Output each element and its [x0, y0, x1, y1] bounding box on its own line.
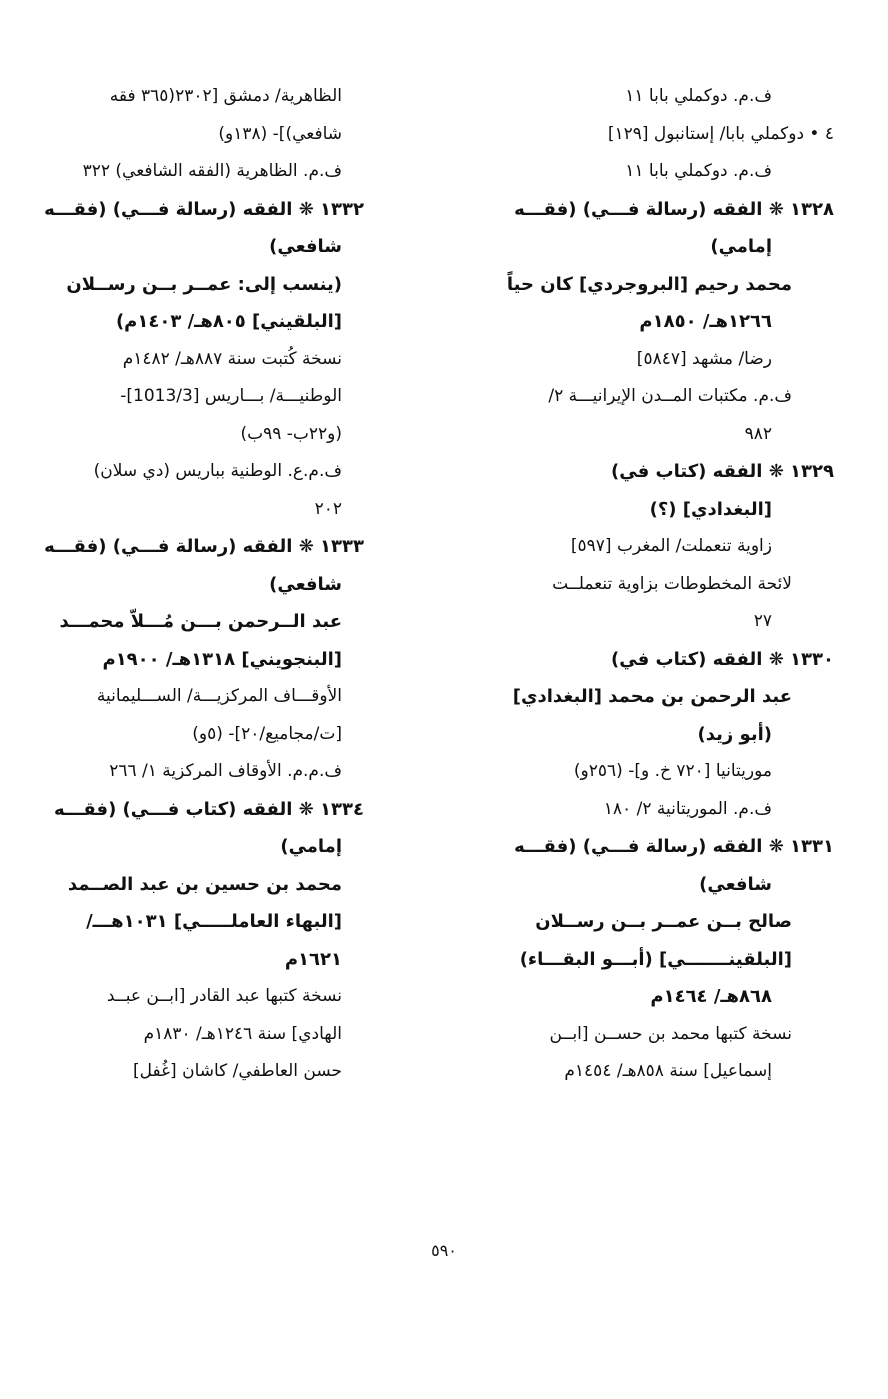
text-line: ١٢٦٦هـ/ ١٨٥٠م [639, 311, 772, 332]
text-line: موريتانيا [٧٢٠ خ. و]- (٢٥٦و) [573, 761, 772, 781]
text-line: محمد رحيم [البروجردي] كان حياً [506, 273, 792, 295]
text-line: ١٣٣٣ ❋ الفقه (رسالة فـــي) (فقـــه [44, 536, 364, 557]
text-line: (أبو زيد) [697, 723, 772, 745]
text-line: [البهاء العاملـــــي] ١٠٣١هـــ/ [86, 911, 342, 932]
text-line: ٢٠٢ [314, 498, 342, 519]
text-line: زاوية تنعملت/ المغرب [٥٩٧] [570, 536, 772, 556]
left-column [19, 78, 364, 1091]
text-line: ف.م. مكتبات المــدن الإيرانيـــة ٢/ [548, 386, 792, 406]
text-line: ١٣٣١ ❋ الفقه (رسالة فـــي) (فقـــه [514, 836, 834, 857]
text-line: ٨٦٨هـ/ ١٤٦٤م [650, 986, 772, 1007]
text-line: [البنجويني] ١٣١٨هـ/ ١٩٠٠م [102, 648, 342, 670]
text-line: إمامي) [710, 236, 772, 257]
text-line: محمد بن حسين بن عبد الصــمد [67, 873, 342, 895]
text-line: حسن العاطفي/ كاشان [غُفل] [133, 1061, 342, 1081]
text-line: الوطنيـــة/ بـــاريس [1013/3]- [120, 386, 342, 406]
text-line: ١٣٣٤ ❋ الفقه (كتاب فـــي) (فقـــه [53, 798, 364, 820]
text-line: عبد الــرحمن بـــن مُـــلاّ محمـــد [59, 611, 342, 632]
text-line: رضا/ مشهد [٥٨٤٧] [636, 348, 772, 369]
text-line: عبد الرحمن بن محمد [البغدادي] [512, 686, 792, 707]
text-line: ٢٧ [753, 611, 772, 631]
text-line: ف.م. دوكملي بابا ١١ [625, 86, 772, 106]
text-line: (و٢٢ب- ٩٩ب) [240, 423, 342, 444]
text-line: ١٣٢٩ ❋ الفقه (كتاب في) [611, 461, 834, 482]
page-number: ٥٩٠ [431, 1241, 457, 1260]
text-line: شافعي)]- (١٣٨و) [218, 123, 342, 144]
text-line: شافعي) [269, 236, 342, 257]
text-line: [البلقينـــــــي] (أبـــو البقـــاء) [519, 948, 792, 970]
text-line: ف.م.م. الأوقاف المركزية ١/ ٢٦٦ [109, 761, 342, 781]
text-line: [البغدادي] (؟) [649, 498, 772, 520]
text-line: شافعي) [269, 573, 342, 595]
text-line: إسماعيل] سنة ٨٥٨هـ/ ١٤٥٤م [564, 1061, 772, 1081]
text-line: صالح بــن عمــر بــن رســلان [535, 911, 792, 932]
text-line: إمامي) [280, 836, 342, 857]
text-line: الأوقـــاف المركزيـــة/ الســـليمانية [96, 686, 342, 706]
text-line: (ينسب إلى: عمــر بــن رســلان [66, 273, 342, 295]
text-line: [البلقيني] ٨٠٥هـ/ ١٤٠٣م) [115, 311, 342, 332]
text-line: نسخة كتبها عبد القادر [ابــن عبــد [106, 986, 342, 1006]
text-line: ١٣٣٢ ❋ الفقه (رسالة فـــي) (فقـــه [44, 198, 364, 220]
text-line: ف.م. الموريتانية ٢/ ١٨٠ [603, 798, 772, 819]
text-line: شافعي) [699, 873, 772, 895]
text-line: ف.م. دوكملي بابا ١١ [625, 161, 772, 181]
text-line: ١٣٣٠ ❋ الفقه (كتاب في) [611, 648, 834, 670]
text-line: ف.م.ع. الوطنية بباريس (دي سلان) [93, 461, 342, 481]
text-line: ١٣٢٨ ❋ الفقه (رسالة فـــي) (فقـــه [514, 198, 834, 220]
text-line: ١٦٢١م [284, 948, 342, 970]
text-line: لائحة المخطوطات بزاوية تنعملــت [552, 573, 792, 594]
text-line: ف.م. الظاهرية (الفقه الشافعي) ٣٢٢ [82, 161, 342, 181]
text-line: الظاهرية/ دمشق [٢٣٠٢(٣٦٥ فقه [109, 86, 342, 106]
text-line: نسخة كتبها محمد بن حســن [ابــن [549, 1023, 792, 1044]
text-line: ٩٨٢ [744, 423, 772, 444]
right-column [442, 78, 834, 1091]
text-line: [ت/مجاميع/٢٠]- (٥و) [192, 723, 342, 744]
text-line: نسخة كُتبت سنة ٨٨٧هـ/ ١٤٨٢م [122, 348, 342, 369]
text-line: ٤ • دوكملي بابا/ إستانبول [١٢٩] [607, 123, 834, 144]
text-line: الهادي] سنة ١٢٤٦هـ/ ١٨٣٠م [143, 1023, 342, 1044]
